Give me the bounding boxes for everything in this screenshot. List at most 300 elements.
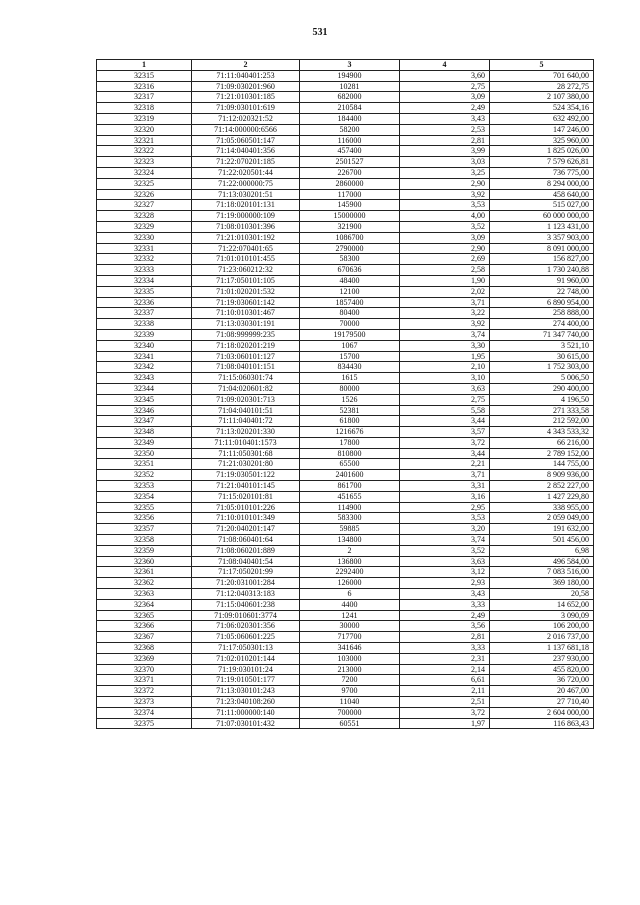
- row-number-cell: 32351: [97, 459, 192, 470]
- table-row: [97, 265, 594, 276]
- cadastral-value-cell: 1 825 026,00: [490, 146, 594, 157]
- table-row: [97, 610, 594, 621]
- rate-cell: 2,53: [400, 124, 490, 135]
- rate-cell: 2,10: [400, 362, 490, 373]
- cadastral-number-cell: 71:11:050301:68: [192, 448, 300, 459]
- table-row: [97, 697, 594, 708]
- table-row: [97, 167, 594, 178]
- row-number-cell: 32357: [97, 524, 192, 535]
- table-row: [97, 718, 594, 729]
- rate-cell: 3,09: [400, 92, 490, 103]
- rate-cell: 3,99: [400, 146, 490, 157]
- table-row: [97, 221, 594, 232]
- cadastral-value-cell: 274 400,00: [490, 319, 594, 330]
- area-cell: 457400: [300, 146, 400, 157]
- cadastral-value-cell: 27 710,40: [490, 697, 594, 708]
- table-row: [97, 70, 594, 81]
- table-row: [97, 254, 594, 265]
- area-cell: 11040: [300, 697, 400, 708]
- area-cell: 80000: [300, 383, 400, 394]
- rate-cell: 3,31: [400, 481, 490, 492]
- cadastral-number-cell: 71:21:030201:80: [192, 459, 300, 470]
- area-cell: 1216676: [300, 427, 400, 438]
- row-number-cell: 32350: [97, 448, 192, 459]
- rate-cell: 2,81: [400, 632, 490, 643]
- area-cell: 6: [300, 589, 400, 600]
- area-cell: 682000: [300, 92, 400, 103]
- table-row: [97, 686, 594, 697]
- area-cell: 2790000: [300, 243, 400, 254]
- cadastral-value-cell: 4 343 533,32: [490, 427, 594, 438]
- table-row: [97, 707, 594, 718]
- cadastral-value-cell: 2 789 152,00: [490, 448, 594, 459]
- row-number-cell: 32364: [97, 599, 192, 610]
- cadastral-number-cell: 71:22:070401:65: [192, 243, 300, 254]
- table-row: [97, 405, 594, 416]
- area-cell: 861700: [300, 481, 400, 492]
- cadastral-value-cell: 3 357 903,00: [490, 232, 594, 243]
- area-cell: 1615: [300, 373, 400, 384]
- cadastral-number-cell: 71:06:020301:356: [192, 621, 300, 632]
- cadastral-number-cell: 71:05:010101:226: [192, 502, 300, 513]
- cadastral-value-cell: 8 909 936,00: [490, 470, 594, 481]
- cadastral-value-cell: 66 216,00: [490, 437, 594, 448]
- row-number-cell: 32354: [97, 491, 192, 502]
- cadastral-value-cell: 191 632,00: [490, 524, 594, 535]
- table-row: [97, 621, 594, 632]
- area-cell: 1067: [300, 340, 400, 351]
- cadastral-number-cell: 71:11:000000:140: [192, 707, 300, 718]
- cadastral-value-cell: 5 006,50: [490, 373, 594, 384]
- area-cell: 58200: [300, 124, 400, 135]
- area-cell: 2292400: [300, 567, 400, 578]
- area-cell: 48400: [300, 275, 400, 286]
- table-row: [97, 481, 594, 492]
- cadastral-value-cell: 4 196,50: [490, 394, 594, 405]
- cadastral-value-cell: 1 123 431,00: [490, 221, 594, 232]
- table-row: [97, 675, 594, 686]
- table-row: [97, 103, 594, 114]
- cadastral-number-cell: 71:19:000000:109: [192, 211, 300, 222]
- rate-cell: 1,97: [400, 718, 490, 729]
- table-body: [97, 70, 594, 729]
- rate-cell: 6,61: [400, 675, 490, 686]
- cadastral-number-cell: 71:09:030101:619: [192, 103, 300, 114]
- cadastral-number-cell: 71:09:030201:960: [192, 81, 300, 92]
- area-cell: 52381: [300, 405, 400, 416]
- cadastral-number-cell: 71:17:050101:105: [192, 275, 300, 286]
- cadastral-number-cell: 71:15:040601:238: [192, 599, 300, 610]
- table-row: [97, 146, 594, 157]
- rate-cell: 3,72: [400, 437, 490, 448]
- area-cell: 834430: [300, 362, 400, 373]
- row-number-cell: 32363: [97, 589, 192, 600]
- row-number-cell: 32344: [97, 383, 192, 394]
- cadastral-value-cell: 1 752 303,00: [490, 362, 594, 373]
- column-header-2: 2: [192, 60, 300, 71]
- row-number-cell: 32328: [97, 211, 192, 222]
- row-number-cell: 32365: [97, 610, 192, 621]
- area-cell: 4400: [300, 599, 400, 610]
- rate-cell: 2,49: [400, 103, 490, 114]
- rate-cell: 2,49: [400, 610, 490, 621]
- table-row: [97, 513, 594, 524]
- area-cell: 321900: [300, 221, 400, 232]
- column-header-5: 5: [490, 60, 594, 71]
- table-row: [97, 124, 594, 135]
- cadastral-value-cell: 2 107 380,00: [490, 92, 594, 103]
- area-cell: 117000: [300, 189, 400, 200]
- row-number-cell: 32321: [97, 135, 192, 146]
- rate-cell: 3,25: [400, 167, 490, 178]
- row-number-cell: 32333: [97, 265, 192, 276]
- cadastral-value-cell: 116 863,43: [490, 718, 594, 729]
- row-number-cell: 32371: [97, 675, 192, 686]
- area-cell: 451655: [300, 491, 400, 502]
- row-number-cell: 32329: [97, 221, 192, 232]
- rate-cell: 3,22: [400, 308, 490, 319]
- cadastral-value-cell: 496 584,00: [490, 556, 594, 567]
- area-cell: 9700: [300, 686, 400, 697]
- row-number-cell: 32327: [97, 200, 192, 211]
- area-cell: 10281: [300, 81, 400, 92]
- rate-cell: 3,03: [400, 157, 490, 168]
- table-row: [97, 589, 594, 600]
- row-number-cell: 32352: [97, 470, 192, 481]
- rate-cell: 3,52: [400, 221, 490, 232]
- cadastral-number-cell: 71:19:030501:122: [192, 470, 300, 481]
- cadastral-number-cell: 71:20:031001:284: [192, 578, 300, 589]
- cadastral-value-cell: 2 059 049,00: [490, 513, 594, 524]
- row-number-cell: 32349: [97, 437, 192, 448]
- row-number-cell: 32375: [97, 718, 192, 729]
- row-number-cell: 32343: [97, 373, 192, 384]
- cadastral-number-cell: 71:05:060501:147: [192, 135, 300, 146]
- cadastral-value-cell: 144 755,00: [490, 459, 594, 470]
- cadastral-number-cell: 71:17:050301:13: [192, 643, 300, 654]
- rate-cell: 3,09: [400, 232, 490, 243]
- cadastral-number-cell: 71:13:020201:330: [192, 427, 300, 438]
- cadastral-value-cell: 501 456,00: [490, 535, 594, 546]
- cadastral-number-cell: 71:21:010301:185: [192, 92, 300, 103]
- area-cell: 59885: [300, 524, 400, 535]
- area-cell: 61800: [300, 416, 400, 427]
- rate-cell: 3,74: [400, 329, 490, 340]
- cadastral-value-cell: 325 960,00: [490, 135, 594, 146]
- cadastral-value-cell: 1 427 229,80: [490, 491, 594, 502]
- rate-cell: 3,53: [400, 200, 490, 211]
- table-row: [97, 178, 594, 189]
- row-number-cell: 32335: [97, 286, 192, 297]
- rate-cell: 3,74: [400, 535, 490, 546]
- table-row: [97, 340, 594, 351]
- table-row: [97, 92, 594, 103]
- cadastral-value-cell: 28 272,75: [490, 81, 594, 92]
- cadastral-number-cell: 71:03:060101:127: [192, 351, 300, 362]
- rate-cell: 2,90: [400, 178, 490, 189]
- area-cell: 700000: [300, 707, 400, 718]
- row-number-cell: 32367: [97, 632, 192, 643]
- cadastral-value-cell: 290 400,00: [490, 383, 594, 394]
- cadastral-value-cell: 237 930,00: [490, 653, 594, 664]
- table-row: [97, 373, 594, 384]
- row-number-cell: 32369: [97, 653, 192, 664]
- rate-cell: 3,20: [400, 524, 490, 535]
- area-cell: 717700: [300, 632, 400, 643]
- row-number-cell: 32360: [97, 556, 192, 567]
- cadastral-value-cell: 30 615,00: [490, 351, 594, 362]
- cadastral-value-cell: 106 200,00: [490, 621, 594, 632]
- cadastral-value-cell: 7 579 626,81: [490, 157, 594, 168]
- cadastral-value-cell: 258 888,00: [490, 308, 594, 319]
- cadastral-number-cell: 71:09:020301:713: [192, 394, 300, 405]
- row-number-cell: 32370: [97, 664, 192, 675]
- table-row: [97, 448, 594, 459]
- row-number-cell: 32332: [97, 254, 192, 265]
- cadastral-number-cell: 71:09:010601:3774: [192, 610, 300, 621]
- cadastral-value-cell: 3 090,09: [490, 610, 594, 621]
- rate-cell: 2,95: [400, 502, 490, 513]
- cadastral-number-cell: 71:13:030301:191: [192, 319, 300, 330]
- rate-cell: 3,44: [400, 448, 490, 459]
- table-row: [97, 200, 594, 211]
- table-row: [97, 362, 594, 373]
- row-number-cell: 32361: [97, 567, 192, 578]
- cadastral-value-cell: 632 492,00: [490, 113, 594, 124]
- cadastral-number-cell: 71:17:050201:99: [192, 567, 300, 578]
- area-cell: 341646: [300, 643, 400, 654]
- row-number-cell: 32345: [97, 394, 192, 405]
- cadastral-number-cell: 71:05:060601:225: [192, 632, 300, 643]
- area-cell: 15700: [300, 351, 400, 362]
- row-number-cell: 32341: [97, 351, 192, 362]
- table-row: [97, 470, 594, 481]
- row-number-cell: 32330: [97, 232, 192, 243]
- cadastral-value-cell: 7 083 516,00: [490, 567, 594, 578]
- table-row: [97, 524, 594, 535]
- area-cell: 1086700: [300, 232, 400, 243]
- column-header-4: 4: [400, 60, 490, 71]
- table-row: [97, 643, 594, 654]
- rate-cell: 2,14: [400, 664, 490, 675]
- row-number-cell: 32339: [97, 329, 192, 340]
- table-row: [97, 664, 594, 675]
- rate-cell: 2,11: [400, 686, 490, 697]
- row-number-cell: 32320: [97, 124, 192, 135]
- area-cell: 810800: [300, 448, 400, 459]
- table-row: [97, 383, 594, 394]
- row-number-cell: 32359: [97, 545, 192, 556]
- table-row: [97, 437, 594, 448]
- cadastral-number-cell: 71:08:999999:235: [192, 329, 300, 340]
- table-row: [97, 556, 594, 567]
- row-number-cell: 32334: [97, 275, 192, 286]
- cadastral-value-cell: 8 294 000,00: [490, 178, 594, 189]
- cadastral-value-cell: 20 467,00: [490, 686, 594, 697]
- area-cell: 126000: [300, 578, 400, 589]
- page-number: 531: [312, 27, 328, 38]
- cadastral-value-cell: 338 955,00: [490, 502, 594, 513]
- area-cell: 136800: [300, 556, 400, 567]
- cadastral-value-cell: 1 137 681,18: [490, 643, 594, 654]
- rate-cell: 2,69: [400, 254, 490, 265]
- cadastral-number-cell: 71:04:040101:51: [192, 405, 300, 416]
- table-row: [97, 567, 594, 578]
- rate-cell: 2,02: [400, 286, 490, 297]
- row-number-cell: 32347: [97, 416, 192, 427]
- row-number-cell: 32373: [97, 697, 192, 708]
- cadastral-number-cell: 71:21:010301:192: [192, 232, 300, 243]
- cadastral-value-cell: 22 748,00: [490, 286, 594, 297]
- row-number-cell: 32322: [97, 146, 192, 157]
- cadastral-value-cell: 6,98: [490, 545, 594, 556]
- area-cell: 30000: [300, 621, 400, 632]
- row-number-cell: 32348: [97, 427, 192, 438]
- rate-cell: 2,51: [400, 697, 490, 708]
- cadastral-value-cell: 2 604 000,00: [490, 707, 594, 718]
- cadastral-value-cell: 212 592,00: [490, 416, 594, 427]
- cadastral-value-cell: 6 890 954,00: [490, 297, 594, 308]
- row-number-cell: 32338: [97, 319, 192, 330]
- rate-cell: 3,71: [400, 297, 490, 308]
- rate-cell: 3,53: [400, 513, 490, 524]
- cadastral-number-cell: 71:19:030601:142: [192, 297, 300, 308]
- table-row: [97, 599, 594, 610]
- area-cell: 70000: [300, 319, 400, 330]
- row-number-cell: 32372: [97, 686, 192, 697]
- cadastral-number-cell: 71:23:040108:260: [192, 697, 300, 708]
- rate-cell: 5,58: [400, 405, 490, 416]
- rate-cell: 2,75: [400, 81, 490, 92]
- area-cell: 15000000: [300, 211, 400, 222]
- table-row: [97, 578, 594, 589]
- area-cell: 670636: [300, 265, 400, 276]
- area-cell: 19179500: [300, 329, 400, 340]
- cadastral-number-cell: 71:04:020601:82: [192, 383, 300, 394]
- cadastral-number-cell: 71:22:020501:44: [192, 167, 300, 178]
- area-cell: 65500: [300, 459, 400, 470]
- cadastral-number-cell: 71:01:010101:455: [192, 254, 300, 265]
- column-header-3: 3: [300, 60, 400, 71]
- table-row: [97, 211, 594, 222]
- cadastral-number-cell: 71:23:060212:32: [192, 265, 300, 276]
- cadastral-value-cell: 458 640,00: [490, 189, 594, 200]
- rate-cell: 3,72: [400, 707, 490, 718]
- row-number-cell: 32358: [97, 535, 192, 546]
- area-cell: 2401600: [300, 470, 400, 481]
- cadastral-number-cell: 71:12:040313:183: [192, 589, 300, 600]
- rate-cell: 4,00: [400, 211, 490, 222]
- column-header-1: 1: [97, 60, 192, 71]
- table-row: [97, 135, 594, 146]
- area-cell: 60551: [300, 718, 400, 729]
- rate-cell: 2,90: [400, 243, 490, 254]
- area-cell: 194900: [300, 70, 400, 81]
- cadastral-number-cell: 71:13:030201:51: [192, 189, 300, 200]
- table-header-row: [97, 60, 594, 71]
- row-number-cell: 32325: [97, 178, 192, 189]
- rate-cell: 3,12: [400, 567, 490, 578]
- area-cell: 7200: [300, 675, 400, 686]
- cadastral-number-cell: 71:01:020201:532: [192, 286, 300, 297]
- cadastral-value-cell: 1 730 240,88: [490, 265, 594, 276]
- cadastral-number-cell: 71:07:030101:432: [192, 718, 300, 729]
- area-cell: 184400: [300, 113, 400, 124]
- table-row: [97, 81, 594, 92]
- cadastral-value-cell: 369 180,00: [490, 578, 594, 589]
- cadastral-value-cell: 147 246,00: [490, 124, 594, 135]
- cadastral-value-cell: 60 000 000,00: [490, 211, 594, 222]
- cadastral-value-cell: 701 640,00: [490, 70, 594, 81]
- cadastral-value-cell: 271 333,58: [490, 405, 594, 416]
- table-row: [97, 459, 594, 470]
- table-row: [97, 157, 594, 168]
- cadastral-value-cell: 455 820,00: [490, 664, 594, 675]
- rate-cell: 3,33: [400, 643, 490, 654]
- rate-cell: 3,57: [400, 427, 490, 438]
- rate-cell: 1,90: [400, 275, 490, 286]
- table-row: [97, 297, 594, 308]
- rate-cell: 2,75: [400, 394, 490, 405]
- row-number-cell: 32331: [97, 243, 192, 254]
- area-cell: 1857400: [300, 297, 400, 308]
- cadastral-number-cell: 71:15:020101:81: [192, 491, 300, 502]
- area-cell: 1241: [300, 610, 400, 621]
- table-row: [97, 243, 594, 254]
- cadastral-number-cell: 71:13:030101:243: [192, 686, 300, 697]
- cadastral-number-cell: 71:08:060401:64: [192, 535, 300, 546]
- table-row: [97, 286, 594, 297]
- area-cell: 2501527: [300, 157, 400, 168]
- row-number-cell: 32342: [97, 362, 192, 373]
- rate-cell: 3,71: [400, 470, 490, 481]
- area-cell: 134800: [300, 535, 400, 546]
- cadastral-number-cell: 71:15:060301:74: [192, 373, 300, 384]
- cadastral-value-cell: 91 960,00: [490, 275, 594, 286]
- cadastral-number-cell: 71:18:020101:131: [192, 200, 300, 211]
- row-number-cell: 32362: [97, 578, 192, 589]
- row-number-cell: 32366: [97, 621, 192, 632]
- area-cell: 116000: [300, 135, 400, 146]
- table-row: [97, 653, 594, 664]
- row-number-cell: 32326: [97, 189, 192, 200]
- rate-cell: 3,60: [400, 70, 490, 81]
- table-row: [97, 502, 594, 513]
- row-number-cell: 32323: [97, 157, 192, 168]
- rate-cell: 3,43: [400, 113, 490, 124]
- rate-cell: 1,95: [400, 351, 490, 362]
- cadastral-value-table: [96, 59, 594, 729]
- rate-cell: 3,92: [400, 319, 490, 330]
- cadastral-number-cell: 71:12:020321:52: [192, 113, 300, 124]
- area-cell: 583300: [300, 513, 400, 524]
- cadastral-value-cell: 71 347 740,00: [490, 329, 594, 340]
- cadastral-number-cell: 71:11:010401:1573: [192, 437, 300, 448]
- table-row: [97, 113, 594, 124]
- row-number-cell: 32374: [97, 707, 192, 718]
- rate-cell: 3,10: [400, 373, 490, 384]
- area-cell: 2860000: [300, 178, 400, 189]
- rate-cell: 3,33: [400, 599, 490, 610]
- row-number-cell: 32324: [97, 167, 192, 178]
- row-number-cell: 32340: [97, 340, 192, 351]
- cadastral-number-cell: 71:10:010101:349: [192, 513, 300, 524]
- table-row: [97, 319, 594, 330]
- cadastral-number-cell: 71:18:020201:219: [192, 340, 300, 351]
- rate-cell: 3,92: [400, 189, 490, 200]
- cadastral-number-cell: 71:08:040101:151: [192, 362, 300, 373]
- cadastral-number-cell: 71:22:070201:185: [192, 157, 300, 168]
